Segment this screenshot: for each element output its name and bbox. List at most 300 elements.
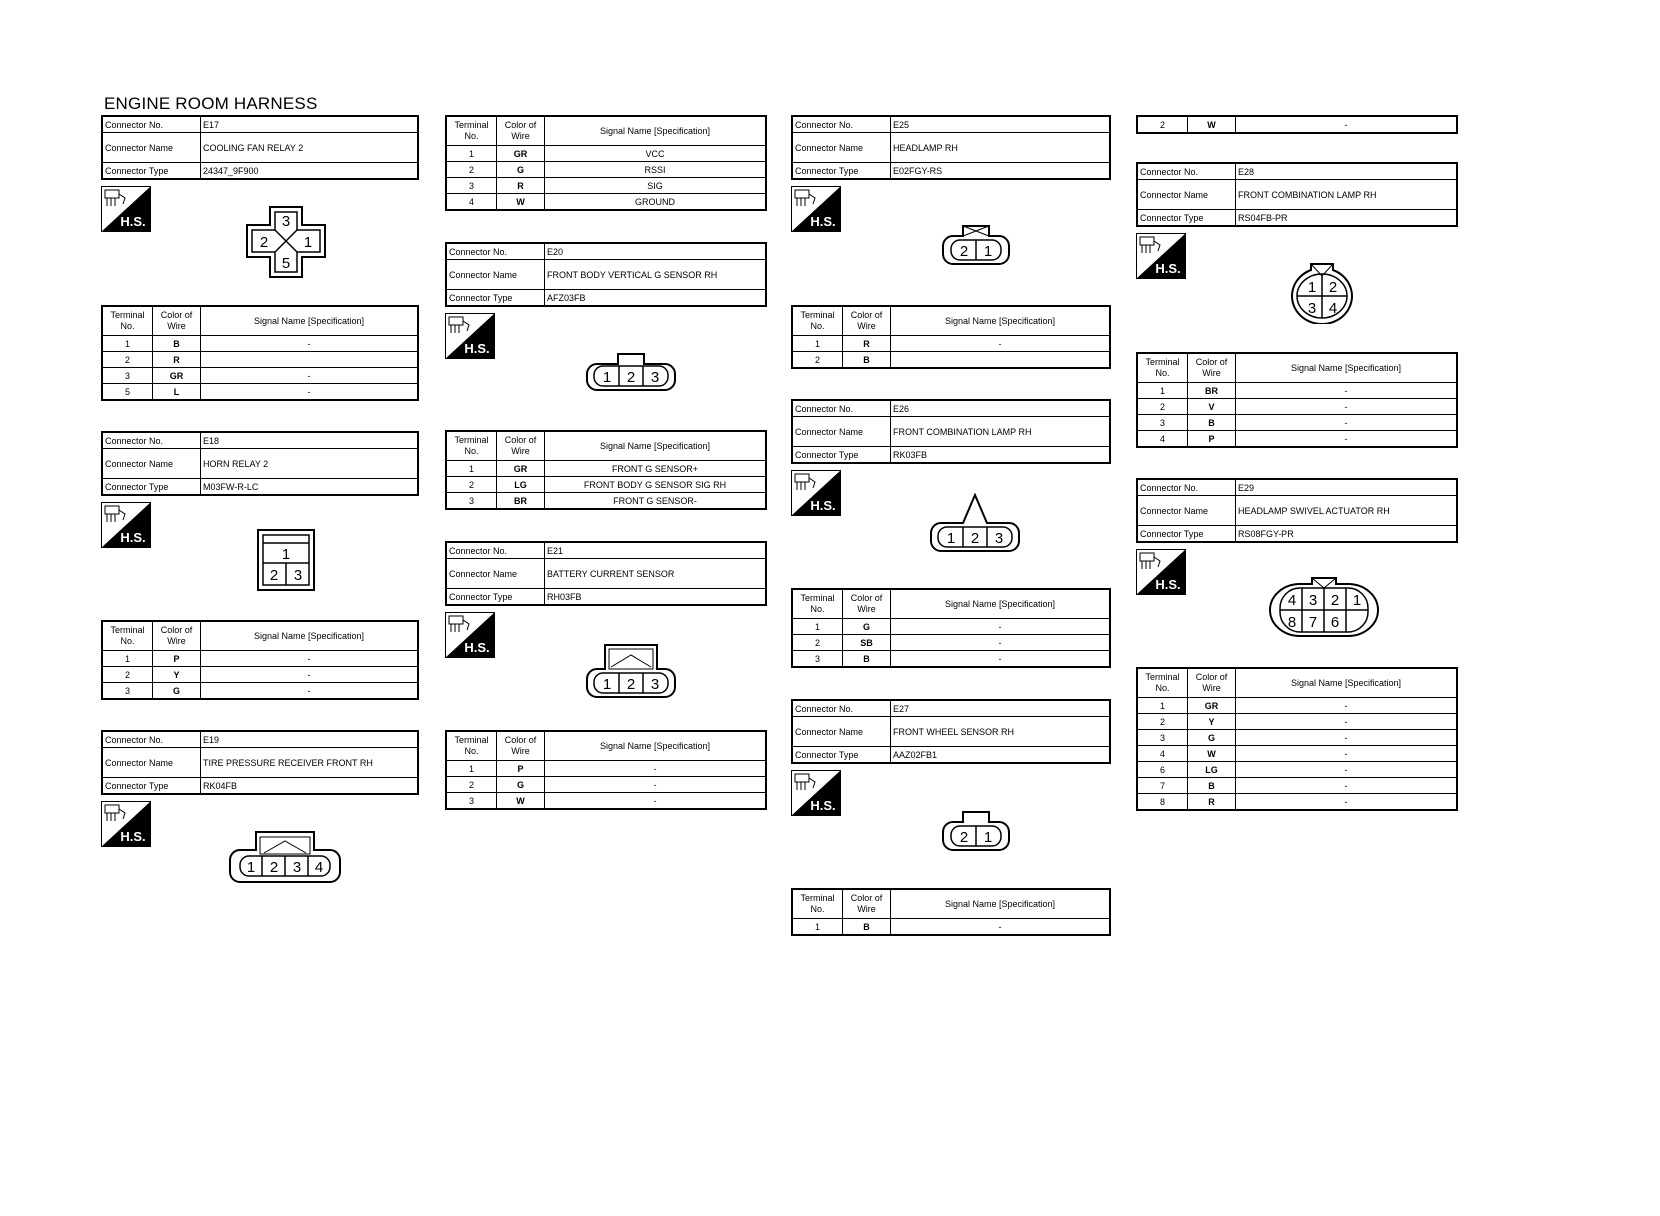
terminal-no-cell: 2 [1137,399,1188,415]
pin-label: 6 [1330,614,1340,631]
connector-no-value: E18 [201,432,419,449]
page-title: ENGINE ROOM HARNESS [104,94,318,113]
color-of-wire-header: Color of Wire [153,621,201,651]
terminal-no-cell: 2 [792,352,843,369]
connector-e18-terminals [101,620,419,700]
connector-type-label: Connector Type [792,163,891,180]
terminal-no-cell: 8 [1137,794,1188,811]
terminal-no-cell: 1 [446,761,497,777]
terminal-no-cell: 3 [446,493,497,510]
terminal-no-header: Terminal No. [1137,668,1188,698]
connector-e28-header [1136,162,1458,227]
connector-no-value: E28 [1236,163,1458,180]
connector-e27-terminals-cont [1136,115,1458,134]
table-row [102,368,418,384]
connector-no-label: Connector No. [102,432,201,449]
signal-name-cell: - [1236,698,1458,714]
connector-e26-header [791,399,1111,464]
connector-e21-header [445,541,767,606]
connector-type-label: Connector Type [1137,210,1236,227]
terminal-no-header: Terminal No. [102,306,153,336]
connector-e28-terminals [1136,352,1458,448]
wire-color-cell: V [1188,399,1236,415]
table-row [1137,383,1457,399]
terminal-no-cell: 5 [102,384,153,401]
wire-color-cell: B [1188,415,1236,431]
table-row [792,336,1110,352]
connector-name-value: HORN RELAY 2 [201,449,419,479]
connector-type-label: Connector Type [1137,526,1236,543]
connector-e19-header [101,730,419,795]
table-row [792,619,1110,635]
connector-name-value: HEADLAMP RH [891,133,1111,163]
wire-color-cell: B [843,352,891,369]
table-row [102,336,418,352]
connector-e17-terminals [101,305,419,401]
terminal-no-header: Terminal No. [1137,353,1188,383]
color-of-wire-header: Color of Wire [843,589,891,619]
connector-e26-face [929,493,1021,553]
connector-e20-face [585,352,677,392]
terminal-no-header: Terminal No. [102,621,153,651]
terminal-no-cell: 3 [102,368,153,384]
connector-type-label: Connector Type [102,778,201,795]
signal-name-cell: - [545,761,767,777]
terminal-no-cell: 2 [102,352,153,368]
signal-name-cell: RSSI [545,162,767,178]
pin-label: 1 [303,234,313,251]
wire-color-cell: B [1188,778,1236,794]
pin-label: 4 [1328,300,1338,317]
terminal-no-cell: 4 [1137,746,1188,762]
terminal-table-header [1137,353,1457,383]
terminal-no-cell: 3 [1137,730,1188,746]
wire-color-cell: R [1188,794,1236,811]
terminal-no-header: Terminal No. [446,731,497,761]
table-row [1137,746,1457,762]
wire-color-cell: LG [497,477,545,493]
connector-name-label: Connector Name [446,559,545,589]
signal-name-cell: - [1236,730,1458,746]
connector-type-label: Connector Type [446,589,545,606]
connector-no-label: Connector No. [792,400,891,417]
signal-name-header: Signal Name [Specification] [201,306,419,336]
table-row [446,146,766,162]
table-row [1137,116,1457,133]
wire-color-cell: G [153,683,201,700]
wire-color-cell: L [153,384,201,401]
signal-name-header: Signal Name [Specification] [1236,353,1458,383]
terminal-table-header [792,589,1110,619]
terminal-no-cell: 1 [102,336,153,352]
terminal-no-cell: 2 [1137,116,1188,133]
color-of-wire-header: Color of Wire [497,731,545,761]
table-row [446,761,766,777]
signal-name-cell: - [545,777,767,793]
connector-e18-face [257,529,315,591]
connector-type-label: Connector Type [446,290,545,307]
connector-name-label: Connector Name [102,133,201,163]
signal-name-cell: - [1236,714,1458,730]
connector-no-label: Connector No. [446,542,545,559]
signal-name-cell: - [1236,746,1458,762]
table-row [102,667,418,683]
connector-name-value: FRONT COMBINATION LAMP RH [1236,180,1458,210]
connector-name-label: Connector Name [1137,496,1236,526]
pin-label: 2 [626,676,636,693]
hs-icon [445,612,495,658]
color-of-wire-header: Color of Wire [497,431,545,461]
terminal-no-cell: 1 [446,146,497,162]
terminal-no-cell: 1 [1137,698,1188,714]
table-row [102,683,418,700]
wire-color-cell: W [1188,116,1236,133]
pin-label: 1 [983,243,993,260]
color-of-wire-header: Color of Wire [843,306,891,336]
terminal-no-cell: 2 [446,162,497,178]
wire-color-cell: R [153,352,201,368]
pin-label: 2 [259,234,269,251]
connector-type-value: E02FGY-RS [891,163,1111,180]
signal-name-header: Signal Name [Specification] [891,306,1111,336]
table-row [1137,698,1457,714]
terminal-no-cell: 6 [1137,762,1188,778]
wire-color-cell: B [843,919,891,936]
signal-name-header: Signal Name [Specification] [201,621,419,651]
pin-label: 2 [626,369,636,386]
connector-no-value: E26 [891,400,1111,417]
connector-type-value: AAZ02FB1 [891,747,1111,764]
hs-label: H.S. [120,530,146,545]
hs-icon [791,186,841,232]
hs-label: H.S. [464,640,490,655]
connector-name-value: FRONT WHEEL SENSOR RH [891,717,1111,747]
connector-type-label: Connector Type [102,479,201,496]
table-row [1137,714,1457,730]
connector-e19-face [228,830,342,884]
hs-label: H.S. [810,498,836,513]
terminal-no-header: Terminal No. [792,889,843,919]
connector-name-value: TIRE PRESSURE RECEIVER FRONT RH [201,748,419,778]
table-row [446,477,766,493]
terminal-no-header: Terminal No. [446,431,497,461]
hs-icon [445,313,495,359]
wire-color-cell: P [153,651,201,667]
wire-color-cell: Y [1188,714,1236,730]
terminal-table-header [102,306,418,336]
wire-color-cell: B [843,651,891,668]
connector-no-label: Connector No. [792,700,891,717]
pin-label: 3 [650,369,660,386]
signal-name-header: Signal Name [Specification] [545,431,767,461]
connector-name-value: BATTERY CURRENT SENSOR [545,559,767,589]
connector-e27-face [941,810,1011,852]
terminal-no-cell: 1 [446,461,497,477]
wire-color-cell: Y [153,667,201,683]
color-of-wire-header: Color of Wire [153,306,201,336]
table-row [792,352,1110,369]
pin-label: 4 [1287,592,1297,609]
terminal-no-cell: 1 [792,619,843,635]
table-row [446,194,766,211]
connector-no-value: E21 [545,542,767,559]
connector-name-label: Connector Name [1137,180,1236,210]
signal-name-cell: FRONT G SENSOR+ [545,461,767,477]
pin-label: 1 [602,369,612,386]
connector-no-label: Connector No. [792,116,891,133]
terminal-no-header: Terminal No. [792,306,843,336]
connector-type-value: M03FW-R-LC [201,479,419,496]
signal-name-cell: FRONT BODY G SENSOR SIG RH [545,477,767,493]
connector-no-label: Connector No. [1137,163,1236,180]
signal-name-cell: - [1236,431,1458,448]
signal-name-cell: - [891,619,1111,635]
connector-e21-face [585,643,677,699]
signal-name-cell: - [1236,116,1458,133]
signal-name-cell: - [1236,415,1458,431]
terminal-no-cell: 3 [446,178,497,194]
connector-e19-terminals [445,115,767,211]
table-row [446,493,766,510]
connector-e20-terminals [445,430,767,510]
hs-icon [101,801,151,847]
terminal-no-cell: 4 [446,194,497,211]
hs-label: H.S. [810,214,836,229]
terminal-no-header: Terminal No. [446,116,497,146]
wire-color-cell: G [1188,730,1236,746]
pin-label: 3 [292,859,302,876]
table-row [446,162,766,178]
connector-e21-terminals [445,730,767,810]
terminal-no-cell: 3 [446,793,497,810]
wire-color-cell: GR [497,461,545,477]
connector-name-label: Connector Name [102,449,201,479]
connector-e17-face [245,205,327,279]
hs-label: H.S. [464,341,490,356]
hs-icon [101,186,151,232]
signal-name-cell [201,352,419,368]
signal-name-header: Signal Name [Specification] [545,116,767,146]
connector-type-value: RK04FB [201,778,419,795]
signal-name-cell: - [1236,762,1458,778]
pin-label: 1 [602,676,612,693]
pin-label: 2 [959,243,969,260]
signal-name-cell: GROUND [545,194,767,211]
table-row [1137,730,1457,746]
connector-no-label: Connector No. [1137,479,1236,496]
table-row [792,651,1110,668]
signal-name-cell: - [1236,794,1458,811]
signal-name-cell: - [891,635,1111,651]
connector-name-label: Connector Name [792,133,891,163]
wire-color-cell: LG [1188,762,1236,778]
signal-name-cell: - [545,793,767,810]
terminal-no-cell: 7 [1137,778,1188,794]
terminal-no-cell: 4 [1137,431,1188,448]
signal-name-cell: VCC [545,146,767,162]
signal-name-cell: - [201,368,419,384]
connector-type-value: AFZ03FB [545,290,767,307]
connector-name-label: Connector Name [792,417,891,447]
terminal-table-header [792,889,1110,919]
table-row [792,919,1110,936]
connector-e28-face [1287,258,1357,324]
connector-type-label: Connector Type [792,747,891,764]
table-row [446,461,766,477]
connector-type-label: Connector Type [792,447,891,464]
hs-label: H.S. [1155,261,1181,276]
pin-label: 3 [281,213,291,230]
signal-name-cell: - [201,384,419,401]
connector-e26-terminals [791,588,1111,668]
hs-icon [791,770,841,816]
pin-label: 2 [269,859,279,876]
connector-name-label: Connector Name [102,748,201,778]
terminal-no-cell: 1 [1137,383,1188,399]
table-row [1137,762,1457,778]
hs-label: H.S. [120,214,146,229]
table-row [446,777,766,793]
connector-e27-terminals [791,888,1111,936]
terminal-table-header [792,306,1110,336]
connector-name-label: Connector Name [446,260,545,290]
wire-color-cell: BR [497,493,545,510]
table-row [446,793,766,810]
color-of-wire-header: Color of Wire [843,889,891,919]
wire-color-cell: R [497,178,545,194]
hs-icon [1136,233,1186,279]
connector-no-value: E29 [1236,479,1458,496]
pin-label: 3 [650,676,660,693]
connector-type-value: RK03FB [891,447,1111,464]
terminal-no-cell: 1 [102,651,153,667]
hs-label: H.S. [120,829,146,844]
signal-name-cell: FRONT G SENSOR- [545,493,767,510]
pin-label: 5 [281,255,291,272]
pin-label: 2 [1328,279,1338,296]
wire-color-cell: W [497,194,545,211]
connector-e25-header [791,115,1111,180]
color-of-wire-header: Color of Wire [497,116,545,146]
pin-label: 3 [1308,592,1318,609]
signal-name-cell: - [201,651,419,667]
terminal-no-cell: 3 [102,683,153,700]
connector-no-label: Connector No. [102,116,201,133]
table-row [1137,431,1457,448]
terminal-no-cell: 3 [1137,415,1188,431]
terminal-table-header [446,731,766,761]
pin-label: 8 [1287,614,1297,631]
terminal-no-cell: 1 [792,919,843,936]
signal-name-cell [891,352,1111,369]
terminal-no-cell: 1 [792,336,843,352]
pin-label: 3 [293,567,303,584]
connector-type-value: RH03FB [545,589,767,606]
connector-no-value: E17 [201,116,419,133]
signal-name-cell: - [201,336,419,352]
signal-name-cell: - [201,683,419,700]
wire-color-cell: GR [497,146,545,162]
connector-e29-terminals [1136,667,1458,811]
wire-color-cell: B [153,336,201,352]
color-of-wire-header: Color of Wire [1188,353,1236,383]
signal-name-header: Signal Name [Specification] [891,889,1111,919]
terminal-table-header [1137,668,1457,698]
terminal-no-cell: 2 [1137,714,1188,730]
table-row [102,651,418,667]
table-row [1137,399,1457,415]
wire-color-cell: GR [153,368,201,384]
signal-name-cell: - [891,336,1111,352]
connector-no-value: E20 [545,243,767,260]
pin-label: 1 [246,859,256,876]
pin-label: 1 [1352,592,1362,609]
table-row [1137,778,1457,794]
pin-label: 1 [281,546,291,563]
wire-color-cell: BR [1188,383,1236,399]
wire-color-cell: G [843,619,891,635]
pin-label: 3 [994,530,1004,547]
hs-icon [1136,549,1186,595]
connector-e17-header [101,115,419,180]
connector-no-label: Connector No. [446,243,545,260]
connector-no-label: Connector No. [102,731,201,748]
terminal-table-header [102,621,418,651]
pin-label: 2 [269,567,279,584]
signal-name-cell: - [1236,399,1458,415]
table-row [1137,415,1457,431]
signal-name-cell: - [891,651,1111,668]
signal-name-header: Signal Name [Specification] [545,731,767,761]
connector-no-value: E27 [891,700,1111,717]
connector-type-label: Connector Type [102,163,201,180]
wire-color-cell: W [1188,746,1236,762]
connector-type-value: RS08FGY-PR [1236,526,1458,543]
color-of-wire-header: Color of Wire [1188,668,1236,698]
pin-label: 2 [970,530,980,547]
hs-label: H.S. [810,798,836,813]
pin-label: 1 [1307,279,1317,296]
table-row [102,352,418,368]
connector-type-value: RS04FB-PR [1236,210,1458,227]
table-row [1137,794,1457,811]
connector-name-value: HEADLAMP SWIVEL ACTUATOR RH [1236,496,1458,526]
wire-color-cell: SB [843,635,891,651]
hs-label: H.S. [1155,577,1181,592]
table-row [446,178,766,194]
signal-name-header: Signal Name [Specification] [891,589,1111,619]
terminal-no-cell: 2 [102,667,153,683]
signal-name-cell: - [201,667,419,683]
hs-icon [791,470,841,516]
connector-type-value: 24347_9F900 [201,163,419,180]
connector-e27-header [791,699,1111,764]
signal-name-header: Signal Name [Specification] [1236,668,1458,698]
signal-name-cell: - [1236,383,1458,399]
pin-label: 1 [983,829,993,846]
connector-no-value: E25 [891,116,1111,133]
wire-color-cell: W [497,793,545,810]
hs-icon [101,502,151,548]
terminal-no-cell: 3 [792,651,843,668]
signal-name-cell: SIG [545,178,767,194]
connector-e29-header [1136,478,1458,543]
connector-e25-face [941,224,1011,266]
pin-label: 4 [314,859,324,876]
terminal-no-cell: 2 [446,477,497,493]
pin-label: 7 [1308,614,1318,631]
connector-name-value: FRONT COMBINATION LAMP RH [891,417,1111,447]
